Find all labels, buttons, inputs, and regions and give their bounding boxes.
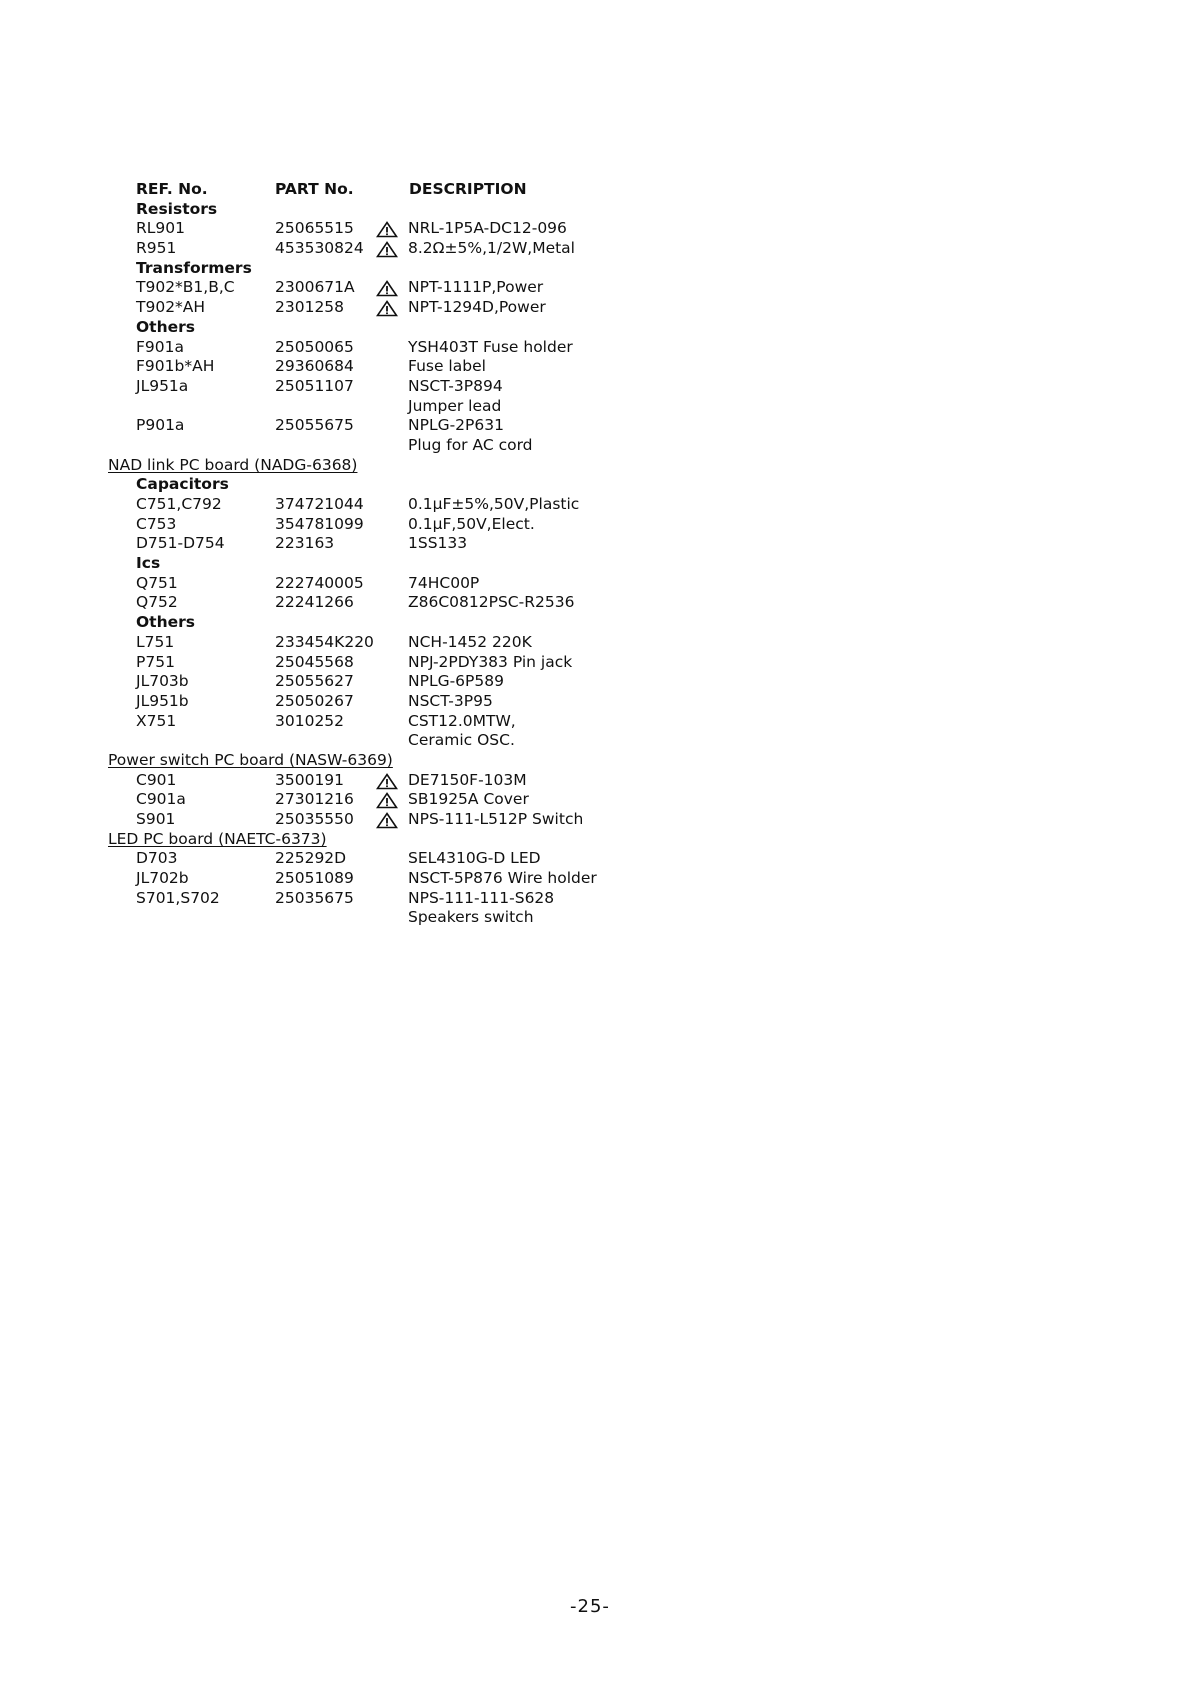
part-row	[122, 593, 682, 613]
warning-triangle-icon	[376, 241, 398, 258]
part-no: 25045568	[275, 652, 354, 671]
ref-no: S701,S702	[136, 888, 220, 907]
part-row	[122, 908, 682, 928]
part-row	[122, 239, 682, 259]
ref-no: C751,C792	[136, 495, 222, 513]
part-row	[122, 849, 682, 869]
part-row	[122, 534, 682, 554]
warning-triangle-icon	[376, 221, 398, 238]
part-row	[122, 397, 682, 417]
part-no: 25050065	[275, 337, 354, 356]
warning-triangle-icon	[376, 792, 398, 809]
part-row	[122, 278, 682, 298]
ref-no: RL901	[136, 219, 185, 238]
part-row	[122, 672, 682, 692]
description: Z86C0812PSC-R2536	[408, 593, 575, 612]
warning-triangle-icon	[376, 773, 398, 790]
description: Plug for AC cord	[408, 435, 533, 454]
part-no: 27301216	[275, 790, 354, 809]
page-number: -25-	[570, 1596, 610, 1617]
part-row	[122, 869, 682, 889]
ref-no: X751	[136, 711, 177, 730]
part-row	[122, 771, 682, 791]
part-row	[122, 377, 682, 397]
group-label: Capacitors	[136, 475, 229, 494]
part-row	[122, 495, 682, 515]
part-row	[122, 357, 682, 377]
part-no: 374721044	[275, 495, 364, 513]
ref-no: S901	[136, 810, 176, 828]
part-row	[122, 633, 682, 653]
ref-no: T902*AH	[136, 298, 206, 317]
parts-rows	[108, 199, 682, 928]
group-label: Others	[136, 317, 196, 336]
ref-no: L751	[136, 632, 175, 651]
part-row	[122, 889, 682, 909]
part-row	[122, 298, 682, 318]
description: 8.2Ω±5%,1/2W,Metal	[408, 239, 575, 258]
part-no: 25051107	[275, 376, 354, 395]
ref-no: C753	[136, 514, 177, 533]
description: NPT-1111P,Power	[408, 278, 544, 297]
description: NPS-111-111-S628	[408, 888, 555, 907]
ref-no: D751-D754	[136, 534, 225, 553]
header-ref-no: REF. No.	[136, 180, 208, 198]
ref-no: Q751	[136, 573, 178, 592]
warning-triangle-icon	[376, 280, 398, 297]
description: YSH403T Fuse holder	[408, 337, 573, 356]
part-no: 25051089	[275, 869, 354, 888]
group-label-row	[122, 554, 682, 574]
group-label: Others	[136, 613, 196, 632]
description: DE7150F-103M	[408, 770, 527, 789]
part-row	[122, 338, 682, 358]
description: NPLG-6P589	[408, 672, 504, 691]
part-row	[122, 416, 682, 436]
section-title: Power switch PC board (NASW-6369)	[108, 750, 393, 769]
part-no: 25035675	[275, 888, 354, 907]
part-no: 225292D	[275, 849, 347, 868]
section-title: LED PC board (NAETC-6373)	[108, 829, 327, 848]
ref-no: P751	[136, 652, 175, 671]
description: NSCT-3P894	[408, 376, 503, 395]
part-no: 3500191	[275, 770, 345, 789]
description: SB1925A Cover	[408, 790, 529, 809]
description: Fuse label	[408, 357, 486, 376]
part-row	[122, 515, 682, 535]
description: 0.1μF,50V,Elect.	[408, 514, 535, 533]
part-row	[122, 810, 682, 830]
part-row	[122, 436, 682, 456]
part-no: 25035550	[275, 810, 354, 828]
description: NPJ-2PDY383 Pin jack	[408, 652, 573, 671]
part-row	[122, 712, 682, 732]
section-heading	[108, 830, 668, 850]
description: 74HC00P	[408, 573, 480, 592]
parts-list-table	[108, 180, 682, 928]
part-no: 2300671A	[275, 278, 355, 297]
description: CST12.0MTW,	[408, 711, 516, 730]
part-no: 25055675	[275, 416, 354, 435]
section-heading	[108, 456, 668, 476]
group-label-row	[122, 318, 682, 338]
description: Ceramic OSC.	[408, 731, 515, 750]
description: NPT-1294D,Power	[408, 298, 546, 317]
part-no: 29360684	[275, 357, 354, 376]
group-label-row	[122, 259, 682, 279]
section-title: NAD link PC board (NADG-6368)	[108, 455, 358, 474]
ref-no: F901a	[136, 337, 184, 356]
ref-no: C901a	[136, 790, 186, 809]
part-row	[122, 790, 682, 810]
part-row	[122, 692, 682, 712]
ref-no: T902*B1,B,C	[136, 278, 235, 297]
header-part-no: PART No.	[275, 180, 354, 198]
part-row	[122, 731, 682, 751]
description: NPLG-2P631	[408, 416, 504, 435]
header-description: DESCRIPTION	[409, 180, 527, 198]
section-heading	[108, 751, 668, 771]
table-header	[122, 180, 682, 200]
warning-triangle-icon	[376, 812, 398, 829]
ref-no: R951	[136, 239, 177, 258]
description: NPS-111-L512P Switch	[408, 810, 584, 828]
part-row	[122, 574, 682, 594]
part-row	[122, 219, 682, 239]
group-label-row	[122, 200, 682, 220]
ref-no: F901b*AH	[136, 357, 215, 376]
ref-no: Q752	[136, 593, 178, 612]
ref-no: JL951b	[136, 691, 189, 710]
part-no: 25055627	[275, 672, 354, 691]
description: NRL-1P5A-DC12-096	[408, 219, 567, 238]
group-label-row	[122, 613, 682, 633]
warning-triangle-icon	[376, 300, 398, 317]
part-no: 453530824	[275, 239, 364, 258]
group-label-row	[122, 475, 682, 495]
ref-no: P901a	[136, 416, 185, 435]
part-no: 22241266	[275, 593, 354, 612]
part-no: 25050267	[275, 691, 354, 710]
part-no: 25065515	[275, 219, 354, 238]
description: NCH-1452 220K	[408, 632, 532, 651]
ref-no: JL951a	[136, 376, 189, 395]
ref-no: JL702b	[136, 869, 189, 888]
ref-no: C901	[136, 770, 177, 789]
part-row	[122, 653, 682, 673]
description: 1SS133	[408, 534, 468, 553]
part-no: 222740005	[275, 573, 364, 592]
group-label: Transformers	[136, 258, 252, 277]
description: 0.1μF±5%,50V,Plastic	[408, 495, 580, 513]
part-no: 3010252	[275, 711, 345, 730]
description: Jumper lead	[408, 396, 502, 415]
part-no: 2301258	[275, 298, 345, 317]
description: NSCT-3P95	[408, 691, 493, 710]
group-label: Ics	[136, 554, 161, 573]
description: NSCT-5P876 Wire holder	[408, 869, 597, 888]
part-no: 354781099	[275, 514, 364, 533]
description: Speakers switch	[408, 908, 534, 927]
group-label: Resistors	[136, 199, 218, 218]
part-no: 223163	[275, 534, 335, 553]
ref-no: D703	[136, 849, 178, 868]
part-no: 233454K220	[275, 632, 374, 651]
description: SEL4310G-D LED	[408, 849, 541, 868]
ref-no: JL703b	[136, 672, 189, 691]
